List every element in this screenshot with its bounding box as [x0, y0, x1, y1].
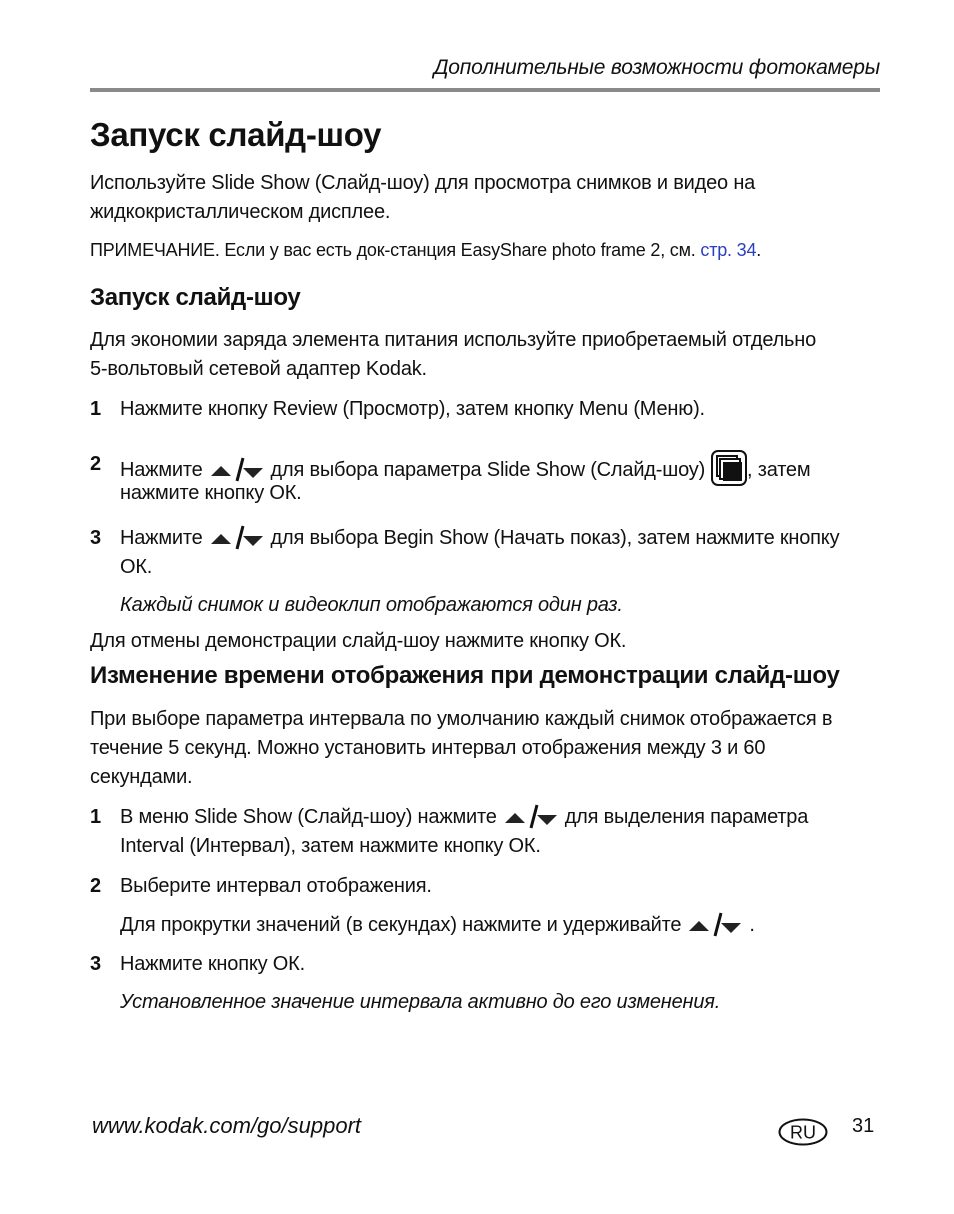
step-text-post: для выбора Begin Show (Начать показ), затем нажмите кнопку: [270, 527, 840, 549]
step-text-pre: В меню Slide Show (Слайд-шоу) нажмите: [120, 806, 497, 828]
step-number: 1: [90, 806, 102, 828]
sub2-para-line-3: секундами.: [90, 766, 193, 788]
step-text: Нажмите кнопку ОК.: [120, 953, 305, 975]
step-text: Выберите интервал отображения.: [120, 875, 432, 897]
step-subtext: [120, 911, 755, 940]
step-result: Установленное значение интервала активно до его изменения.: [120, 991, 721, 1013]
step-result: Каждый снимок и видеоклип отображаются один раз.: [120, 594, 623, 616]
step-text: [120, 524, 839, 553]
page-number: 31: [852, 1115, 875, 1137]
step-text-mid: для выбора параметра Slide Show (Слайд-шоу): [270, 459, 706, 481]
note: [90, 236, 761, 265]
step-number: 3: [90, 953, 102, 975]
step-text-continued: Interval (Интервал), затем нажмите кнопку ОК.: [120, 835, 541, 857]
intro-line-2: жидкокристаллическом дисплее.: [90, 201, 391, 223]
up-down-arrows-icon: [209, 524, 265, 550]
subsection-title-start: Запуск слайд-шоу: [90, 284, 301, 311]
subsection-title-interval: Изменение времени отображения при демонстрации слайд-шоу: [90, 662, 840, 689]
step-text-post: для выделения параметра: [564, 806, 809, 828]
step-number: 3: [90, 527, 102, 549]
note-suffix: .: [756, 240, 762, 260]
sub2-para-line-2: течение 5 секунд. Можно установить интервал отображения между 3 и 60: [90, 737, 766, 759]
step-text: Нажмите кнопку Review (Просмотр), затем кнопку Menu (Меню).: [120, 398, 705, 420]
step-text-pre: Нажмите: [120, 459, 203, 481]
step-text: [120, 803, 808, 832]
step-text-continued: ОК.: [120, 556, 153, 578]
up-down-arrows-icon: [503, 803, 559, 829]
note-text: ПРИМЕЧАНИЕ. Если у вас есть док-станция EasyShare photo frame 2, см.: [90, 240, 696, 260]
header-divider: [90, 88, 880, 92]
sub1-para-line-1: Для экономии заряда элемента питания используйте приобретаемый отдельно: [90, 329, 817, 351]
step-number: 1: [90, 398, 102, 420]
note-page-link[interactable]: стр. 34: [700, 240, 757, 260]
step-subtext-pre: Для прокрутки значений (в секундах) нажмите и удерживайте: [120, 914, 682, 936]
cancel-instruction: Для отмены демонстрации слайд-шоу нажмите кнопку ОК.: [90, 630, 627, 652]
intro-line-1: Используйте Slide Show (Слайд-шоу) для просмотра снимков и видео на: [90, 172, 756, 194]
step-number: 2: [90, 453, 102, 475]
language-badge: [778, 1118, 828, 1146]
step-text-continued: нажмите кнопку ОК.: [120, 482, 302, 504]
running-header: Дополнительные возможности фотокамеры: [433, 56, 880, 79]
page-title: Запуск слайд-шоу: [90, 116, 382, 153]
step-text-post: , затем: [747, 459, 811, 481]
up-down-arrows-icon: [687, 911, 743, 937]
step-subtext-post: .: [749, 914, 755, 936]
support-url[interactable]: www.kodak.com/go/support: [92, 1113, 362, 1138]
language-badge-text: RU: [790, 1122, 816, 1143]
step-text-pre: Нажмите: [120, 527, 203, 549]
step-number: 2: [90, 875, 102, 897]
sub2-para-line-1: При выборе параметра интервала по умолчанию каждый снимок отображается в: [90, 708, 833, 730]
slideshow-icon: [711, 450, 747, 486]
sub1-para-line-2: 5-вольтовый сетевой адаптер Kodak.: [90, 358, 427, 380]
